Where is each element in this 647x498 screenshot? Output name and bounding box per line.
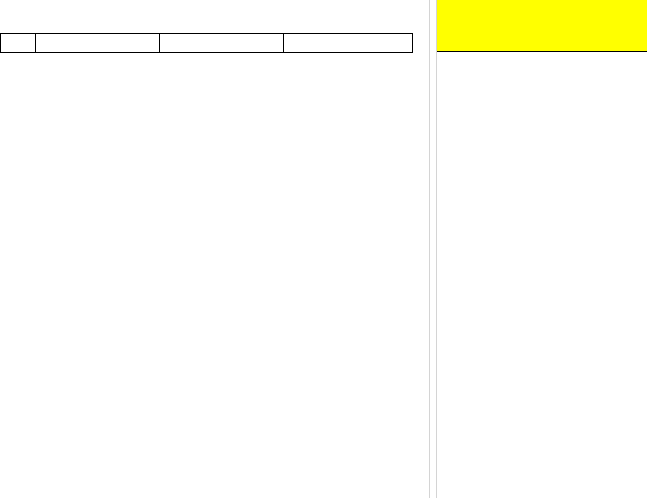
column-separator xyxy=(429,0,437,498)
header-nro[interactable] xyxy=(0,33,36,53)
header-paterno[interactable] xyxy=(36,33,160,53)
header-materno[interactable] xyxy=(160,33,284,53)
header-nombres[interactable] xyxy=(284,33,413,53)
participation-header[interactable] xyxy=(437,0,647,52)
sheet-title-cell[interactable] xyxy=(2,0,202,17)
